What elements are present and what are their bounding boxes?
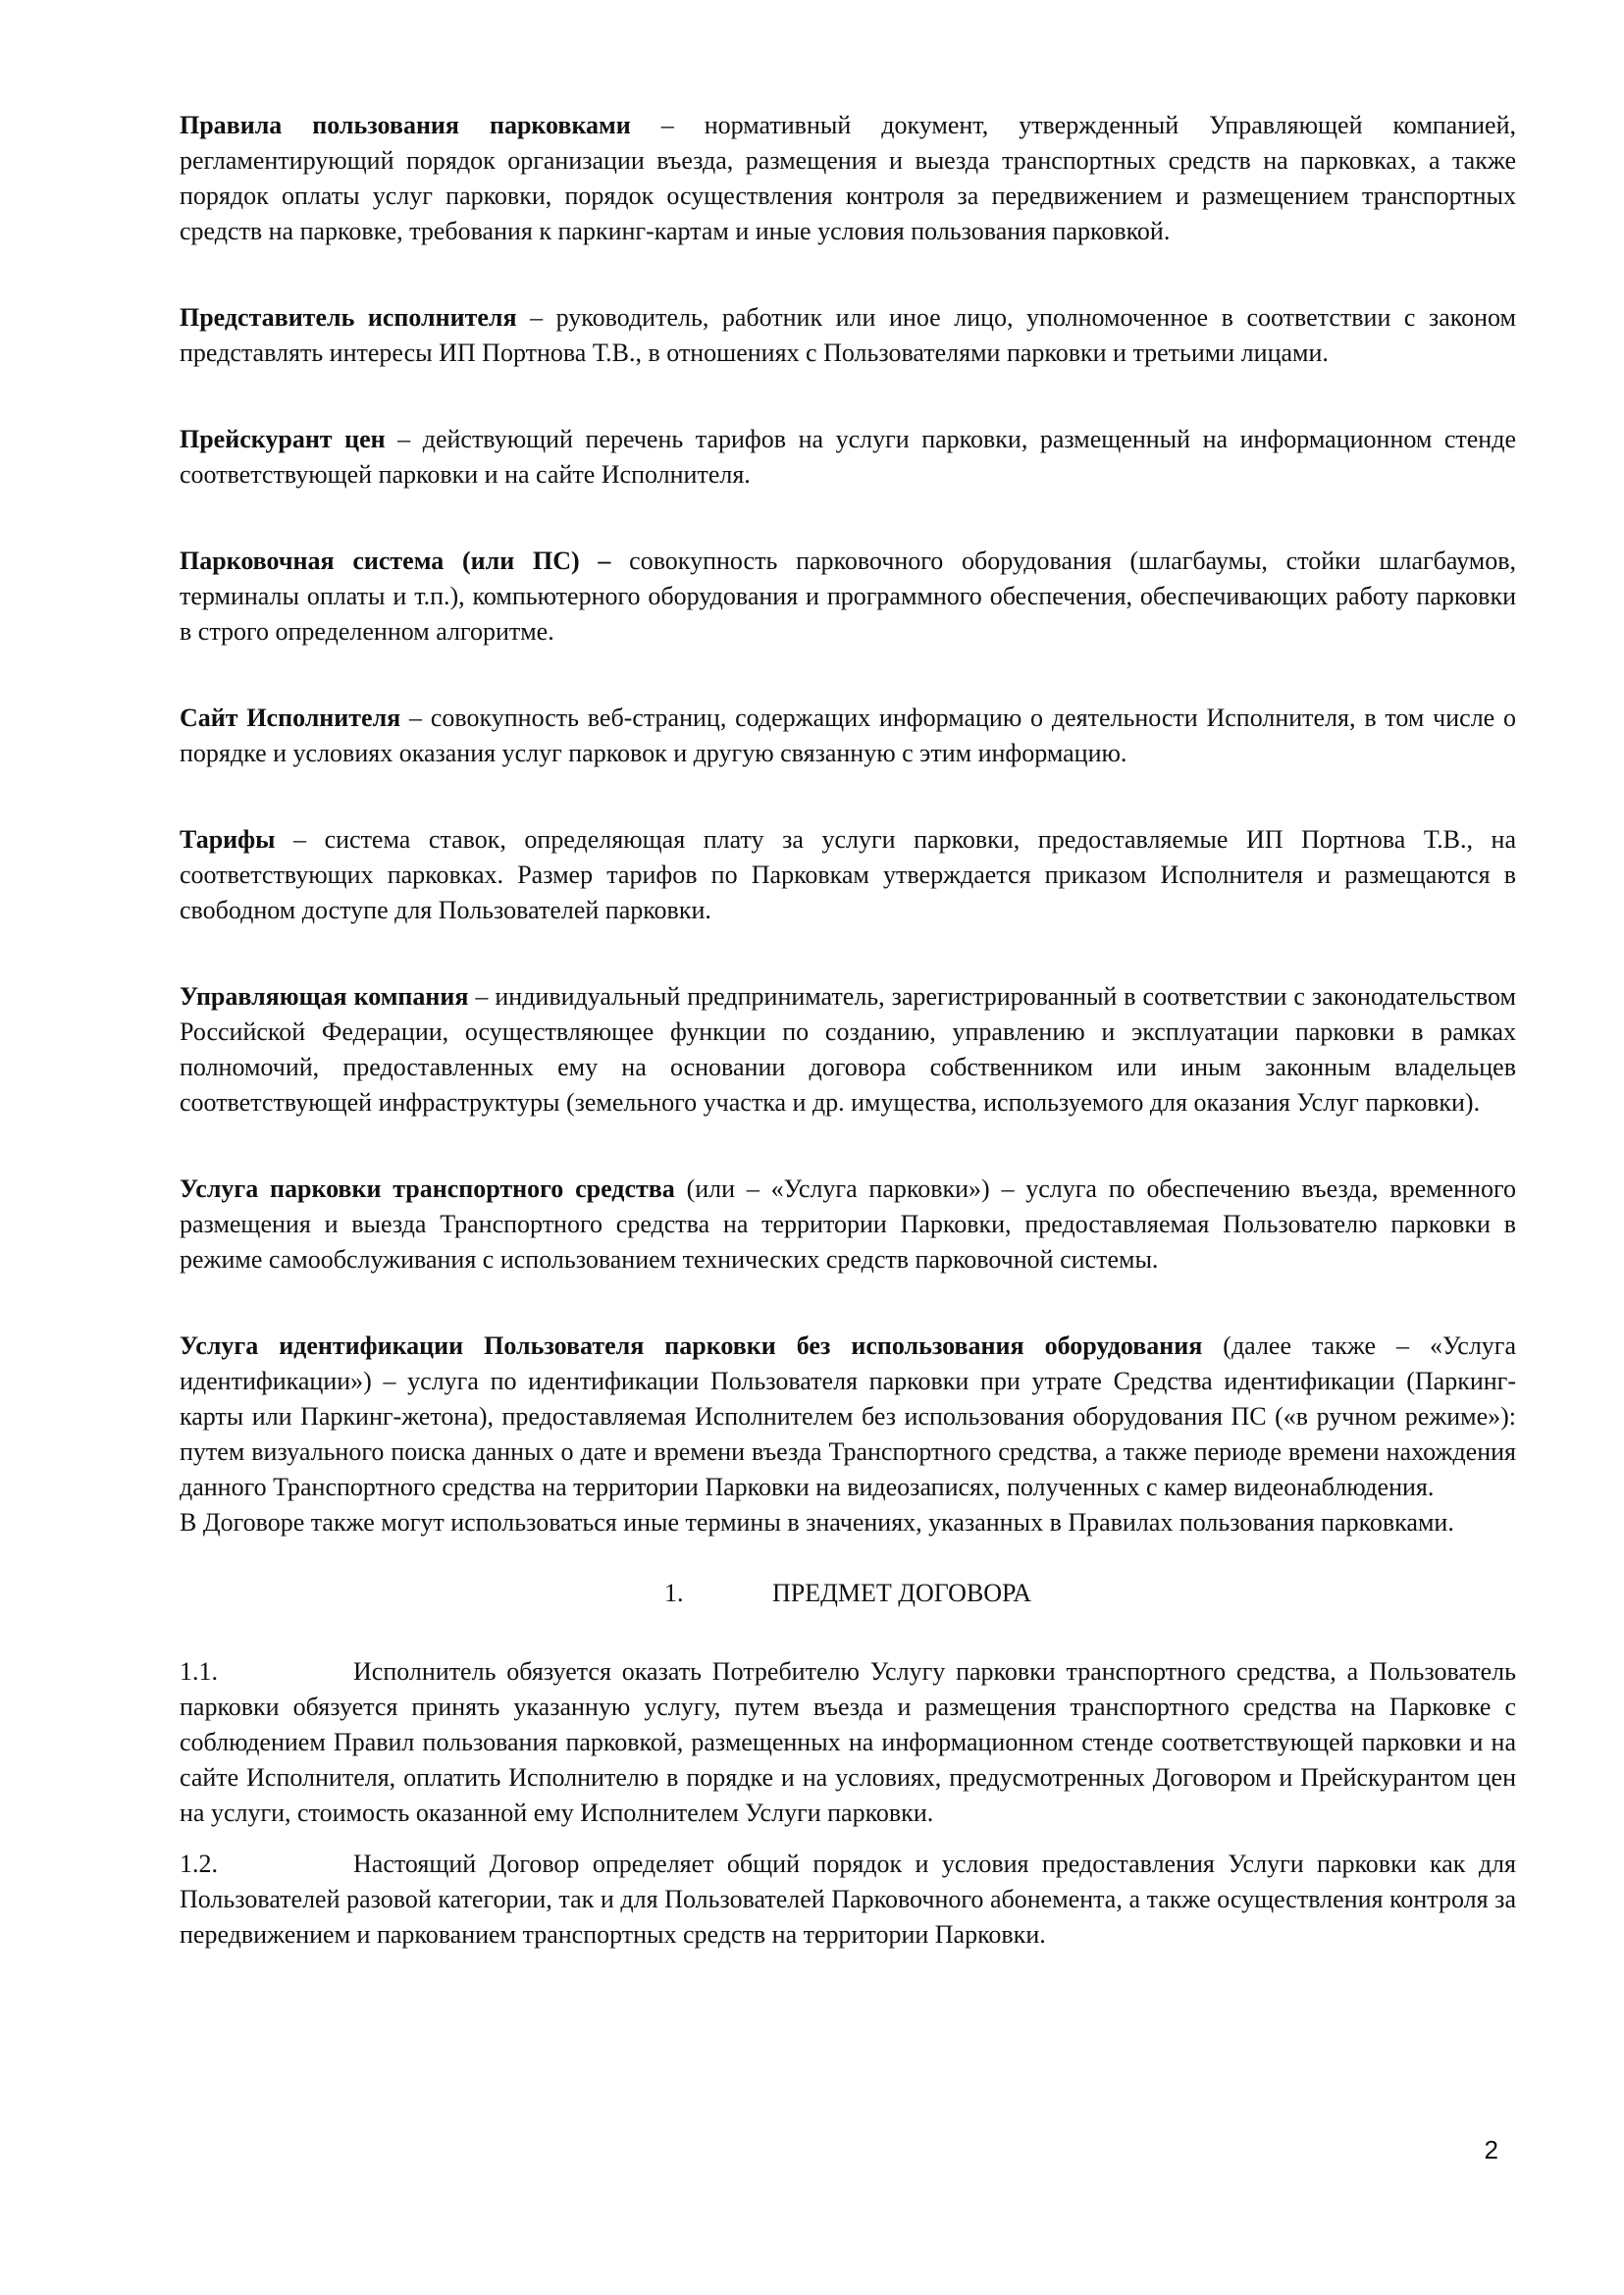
document-page: [180, 108, 1516, 1968]
definition-term: Сайт Исполнителя: [180, 704, 401, 732]
definition-text: – руководитель, работник или иное лицо, уполномоченное в соответствии с законом представлять интересы ИП Портнова Т.В., в отношениях с Пользователями парковки и третьими лицами.: [180, 303, 1516, 367]
definition-term: Управляющая компания: [180, 982, 469, 1011]
clause-text: Исполнитель обязуется оказать Потребителю Услугу парковки транспортного средства, а Пользователь парковки обязуется принять указанную услугу, путем въезда и размещения транспортного средства на Парковке с соблюдением Правил пользования парковкой, размещенных на информационном стенде соответствующей парковки и на сайте Исполнителя, оплатить Исполнителю в порядке и на условиях, предусмотренных Договором и Прейскурантом цен на услуги, стоимость оказанной ему Исполнителем Услуги парковки.: [180, 1657, 1516, 1827]
definition-term: Представитель исполнителя: [180, 303, 517, 332]
definition-term: Парковочная система (или ПС) –: [180, 547, 611, 575]
terms-note: В Договоре также могут использоваться иные термины в значениях, указанных в Правилах пользования парковками.: [180, 1508, 1454, 1537]
definition-tariffs: [180, 822, 1516, 928]
definition-price-list: [180, 422, 1516, 493]
definition-parking-rules: [180, 108, 1516, 249]
clause-number: 1.1.: [180, 1657, 218, 1686]
definition-contractor-representative: [180, 300, 1516, 371]
clause-1-1: [180, 1654, 1516, 1831]
definition-text: – система ставок, определяющая плату за услуги парковки, предоставляемые ИП Портнова Т.В., на соответствующих парковках. Размер тарифов по Парковкам утверждается приказом Исполнителя и размещаются в свободном доступе для Пользователей парковки.: [180, 825, 1516, 924]
definition-term: Прейскурант цен: [180, 425, 386, 453]
section-heading: [180, 1576, 1516, 1611]
clause-number: 1.2.: [180, 1850, 218, 1878]
definition-parking-system: [180, 544, 1516, 650]
definition-identification-service: [180, 1329, 1516, 1505]
definition-contractor-website: [180, 701, 1516, 771]
definition-term: Правила пользования парковками: [180, 111, 631, 139]
definition-term: Услуга идентификации Пользователя парковки без использования оборудования: [180, 1331, 1203, 1360]
section-number: 1.: [664, 1579, 684, 1607]
definition-parking-service: [180, 1172, 1516, 1278]
clause-1-2: [180, 1847, 1516, 1953]
definition-term: Услуга парковки транспортного средства: [180, 1174, 675, 1203]
definition-text: совокупность парковочного оборудования (шлагбаумы, стойки шлагбаумов, терминалы оплаты и т.п.), компьютерного оборудования и программного обеспечения, обеспечивающих работу парковки в строго определенном алгоритме.: [180, 547, 1517, 646]
definition-term: Тарифы: [180, 825, 276, 854]
definition-text: – совокупность веб-страниц, содержащих информацию о деятельности Исполнителя, в том числе о порядке и условиях оказания услуг парковок и другую связанную с этим информацию.: [180, 704, 1517, 767]
definition-text: – индивидуальный предприниматель, зарегистрированный в соответствии с законодательством Российской Федерации, осуществляющее функции по созданию, управлению и эксплуатации парковки в рамках полномочий, предоставленных ему на основании договора собственником или иным законным владельцев соответствующей инфраструктуры (земельного участка и др. имущества, используемого для оказания Услуг парковки).: [180, 982, 1516, 1117]
definition-text: (далее также – «Услуга идентификации») – услуга по идентификации Пользователя парковки при утрате Средства идентификации (Паркинг-карты или Паркинг-жетона), предоставляемая Исполнителем без использования оборудования ПС («в ручном режиме»): путем визуального поиска данных о дате и времени въезда Транспортного средства, а также периоде времени нахождения данного Транспортного средства на территории Парковки на видеозаписях, полученных с камер видеонаблюдения.: [180, 1331, 1517, 1501]
definition-text: – действующий перечень тарифов на услуги парковки, размещенный на информационном стенде соответствующей парковки и на сайте Исполнителя.: [180, 425, 1516, 489]
definition-text: (или – «Услуга парковки») – услуга по обеспечению въезда, временного размещения и выезда Транспортного средства на территории Парковки, предоставляемая Пользователю парковки в режиме самообслуживания с использованием технических средств парковочной системы.: [180, 1174, 1516, 1274]
definition-text: – нормативный документ, утвержденный Управляющей компанией, регламентирующий порядок организации въезда, размещения и выезда транспортных средств на парковках, а также порядок оплаты услуг парковки, порядок осуществления контроля за передвижением и размещением транспортных средств на парковке, требования к паркинг-картам и иные условия пользования парковкой.: [180, 111, 1517, 245]
definition-management-company: [180, 979, 1516, 1121]
page-number: 2: [1484, 2135, 1498, 2165]
clause-text: Настоящий Договор определяет общий порядок и условия предоставления Услуги парковки как для Пользователей разовой категории, так и для Пользователей Парковочного абонемента, а также осуществления контроля за передвижением и паркованием транспортных средств на территории Парковки.: [180, 1850, 1516, 1949]
section-title: ПРЕДМЕТ ДОГОВОРА: [772, 1579, 1031, 1607]
